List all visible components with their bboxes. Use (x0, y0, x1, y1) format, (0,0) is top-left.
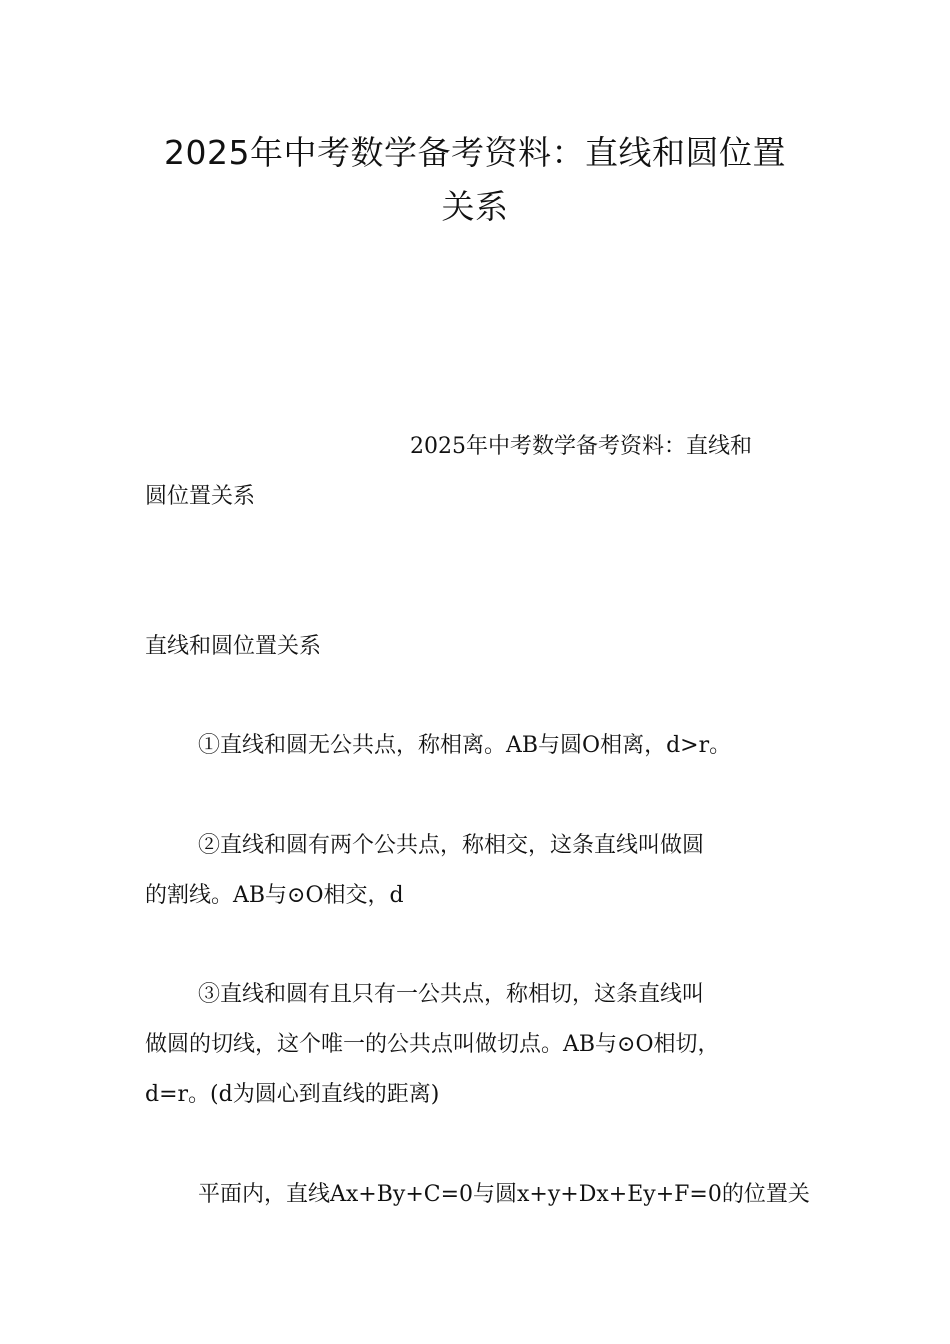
paragraph-line-1: 平面内，直线Ax+By+C=0与圆x+y+Dx+Ey+F=0的位置关 (198, 1182, 810, 1207)
subtitle-line-2: 圆位置关系 (145, 484, 256, 509)
section-heading: 直线和圆位置关系 (145, 634, 322, 659)
item-3-line-3: d=r。(d为圆心到直线的距离) (145, 1082, 440, 1107)
item-2-line-1: ②直线和圆有两个公共点，称相交，这条直线叫做圆 (198, 833, 705, 858)
item-3-line-2: 做圆的切线，这个唯一的公共点叫做切点。AB与⊙O相切， (145, 1032, 720, 1057)
item-2-line-2: 的割线。AB与⊙O相交，d (145, 883, 404, 908)
item-1-line-1: ①直线和圆无公共点，称相离。AB与圆O相离，d>r。 (198, 733, 732, 758)
item-3-line-1: ③直线和圆有且只有一公共点，称相切，这条直线叫 (198, 982, 705, 1007)
document-title (120, 126, 830, 234)
title-line-2: 关系 (441, 187, 509, 226)
title-line-1: 2025年中考数学备考资料：直线和圆位置 (164, 133, 786, 172)
subtitle-line-1: 2025年中考数学备考资料：直线和 (410, 434, 752, 459)
